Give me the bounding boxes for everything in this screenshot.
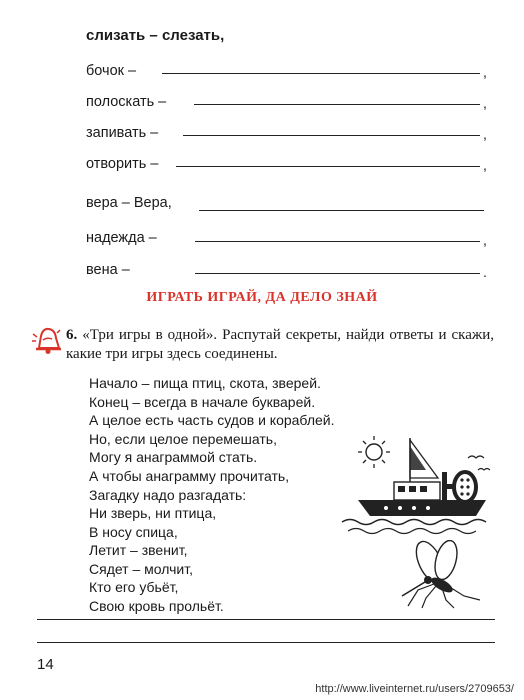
row-label: полоскать – <box>86 94 167 110</box>
row-punct: . <box>483 264 487 280</box>
poem-line: Могу я анаграммой стать. <box>89 449 258 465</box>
writing-line[interactable] <box>37 619 495 620</box>
poem-line: В носу спица, <box>89 523 178 540</box>
poem-stanza-1 <box>89 374 334 467</box>
answer-line[interactable] <box>195 273 480 274</box>
poem-line: А чтобы анаграмму прочитать, <box>89 468 290 484</box>
row-punct: , <box>483 95 487 111</box>
poem-line: Загадку надо разгадать: <box>89 486 247 503</box>
poem-line: А целое есть часть судов и кораблей. <box>89 412 335 428</box>
task-body: «Три игры в одной». Распутай секреты, найди ответы и скажи, какие три игры здесь соединены. <box>66 327 494 362</box>
ship-illustration <box>338 430 498 540</box>
row-label: надежда – <box>86 230 157 246</box>
poem-line: Кто его убьёт, <box>89 579 179 595</box>
row-label: отворить – <box>86 156 159 172</box>
poem-line: Свою кровь прольёт. <box>89 597 224 614</box>
row-punct: , <box>483 157 487 173</box>
pair-heading: слизать – слезать, <box>86 27 225 44</box>
answer-line[interactable] <box>195 241 480 242</box>
task-number: 6. <box>66 327 78 343</box>
poem-line: Конец – всегда в начале букварей. <box>89 393 316 410</box>
bell-icon <box>30 322 64 356</box>
answer-line[interactable] <box>194 104 480 105</box>
row-punct: , <box>483 64 487 80</box>
page-number: 14 <box>37 656 54 673</box>
mosquito-illustration <box>398 540 498 610</box>
poem-line: Но, если целое перемешать, <box>89 430 277 447</box>
poem-line: Ни зверь, ни птица, <box>89 505 217 521</box>
poem-line: Летит – звенит, <box>89 542 188 558</box>
section-heading: ИГРАТЬ ИГРАЙ, ДА ДЕЛО ЗНАЙ <box>146 290 378 305</box>
row-label: запивать – <box>86 125 159 141</box>
answer-line[interactable] <box>183 135 480 136</box>
poem-stanza-2 <box>89 467 289 615</box>
poem-line: Сядет – молчит, <box>89 560 193 577</box>
row-label: вера – Вера, <box>86 195 172 211</box>
row-label: вена – <box>86 262 130 278</box>
row-punct: , <box>483 232 487 248</box>
task-text <box>66 326 494 364</box>
poem-line: Начало – пища птиц, скота, зверей. <box>89 375 321 391</box>
answer-line[interactable] <box>176 166 480 167</box>
row-label: бочок – <box>86 63 137 79</box>
answer-line[interactable] <box>162 73 480 74</box>
row-punct: , <box>483 126 487 142</box>
writing-line[interactable] <box>37 642 495 643</box>
watermark-url: http://www.liveinternet.ru/users/2709653/ <box>315 683 514 695</box>
answer-line[interactable] <box>199 210 484 211</box>
